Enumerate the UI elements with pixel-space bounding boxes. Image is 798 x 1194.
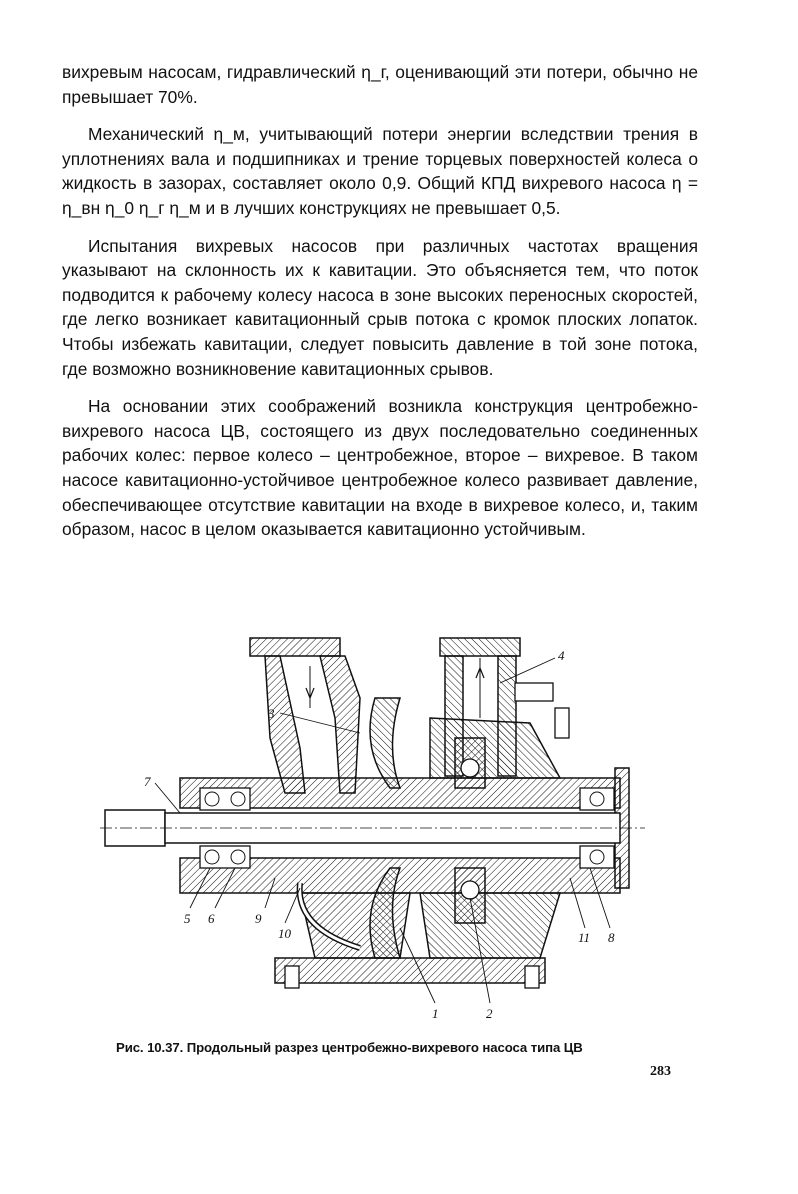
pump-drawing [100,628,645,1023]
label-8: 8 [608,930,615,945]
paragraph-4: На основании этих соображений возникла конструкция центробежно-вихревого насоса ЦВ, состоящего из двух последовательно соединенных рабочих колес: первое колесо – центробежное, второе – вихревое. В таком насосе кавитационно-устойчивое центробежное колесо развивает давление, обеспечивающее отсутствие кавитации на входе в вихревое колесо, и, таким образом, насос в целом оказывается кавитационно устойчивым. [62,396,698,540]
label-6: 6 [208,911,215,926]
shaft [100,810,645,846]
pump-cross-section-figure [100,628,645,1023]
label-9: 9 [255,911,262,926]
label-4: 4 [558,648,565,663]
paragraph-2: Механический η_м, учитывающий потери энергии вследствии трения в уплотнениях вала и подшипниках и трение торцевых поверхностей колеса о жидкость в зазорах, составляет около 0,9. Общий КПД вихревого насоса η = η_вн η_0 η_г η_м и в лучших конструкциях не превышает 0,5. [62,124,698,218]
figure-caption: Рис. 10.37. Продольный разрез центробежно-вихревого насоса типа ЦВ [116,1040,583,1055]
label-2: 2 [486,1006,493,1021]
label-11: 11 [578,930,591,945]
body-text [62,60,698,555]
page-number: 283 [650,1064,671,1079]
paragraph-1: вихревым насосам, гидравлический η_г, оценивающий эти потери, обычно не превышает 70%. [62,62,698,107]
label-1: 1 [432,1006,439,1021]
inlet-pipe [250,638,360,793]
paragraph-3: Испытания вихревых насосов при различных частотах вращения указывают на склонность их к кавитации. Это объясняется тем, что поток подводится к рабочему колесу насоса в зоне высоких переносных скоростей, где легко возникает кавитационный срыв потока с кромок плоских лопаток. Чтобы избежать кавитации, следует повысить давление в той зоне потока, где возможно возникновение кавитационных срывов. [62,235,698,379]
label-3: 3 [268,706,275,721]
label-7: 7 [144,774,151,789]
label-10: 10 [278,926,291,941]
label-5: 5 [184,911,191,926]
